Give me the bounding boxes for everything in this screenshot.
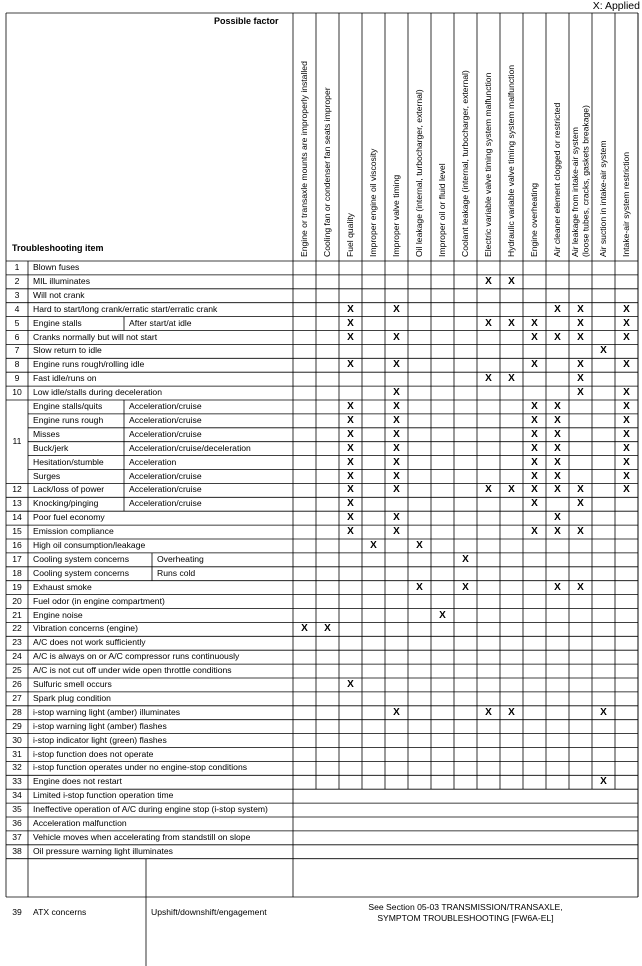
row-number: 39 xyxy=(12,906,22,917)
row-item-label: High oil consumption/leakage xyxy=(33,540,146,550)
row-number: 8 xyxy=(14,359,20,370)
applied-mark: X xyxy=(554,581,561,593)
applied-mark: X xyxy=(531,470,538,482)
row-item-label: Buck/jerk xyxy=(33,442,69,453)
row-item-label: i-stop indicator light (green) flashes xyxy=(33,734,167,745)
factor-header-15 xyxy=(621,17,632,257)
applied-mark: X xyxy=(508,373,515,385)
applied-mark: X xyxy=(347,414,354,426)
applied-mark: X xyxy=(347,442,354,454)
applied-mark: X xyxy=(508,484,515,496)
applied-mark: X xyxy=(554,414,561,426)
row-item-label: Cooling system concerns xyxy=(33,553,130,564)
applied-mark: X xyxy=(393,387,400,399)
applied-mark: X xyxy=(554,401,561,412)
row-item-label: Ineffective operation of A/C during engine stop (i-stop system) xyxy=(33,804,268,815)
applied-mark: X xyxy=(508,275,515,287)
applied-mark: X xyxy=(577,331,584,343)
row-number: 17 xyxy=(12,553,22,564)
row-number: 3 xyxy=(14,289,20,300)
applied-mark: X xyxy=(554,512,561,524)
row-item-label: Will not crank xyxy=(33,289,85,300)
applied-mark: X xyxy=(623,484,630,496)
row-condition-label: Acceleration/cruise xyxy=(129,428,202,439)
row-number: 34 xyxy=(12,790,22,801)
row-item-label: Blown fuses xyxy=(33,262,80,272)
applied-mark: X xyxy=(393,456,400,468)
row-condition-label: After start/at idle xyxy=(129,317,192,328)
applied-mark: X xyxy=(531,401,538,412)
applied-mark: X xyxy=(531,428,538,440)
row-condition-label: Upshift/downshift/engagement xyxy=(151,906,267,917)
applied-mark: X xyxy=(577,359,584,371)
applied-mark: X xyxy=(347,526,354,538)
row-item-label: Fuel odor (in engine compartment) xyxy=(33,595,165,606)
applied-mark: X xyxy=(623,303,630,315)
factor-header-7 xyxy=(437,17,448,257)
applied-mark: X xyxy=(623,442,630,454)
applied-mark: X xyxy=(347,512,354,524)
applied-mark: X xyxy=(347,317,354,329)
note-line: See Section 05-03 TRANSMISSION/TRANSAXLE, xyxy=(368,901,563,912)
note-line: SYMPTOM TROUBLESHOOTING [FW6A-EL] xyxy=(377,912,554,923)
row-item-label: Emission compliance xyxy=(33,526,114,537)
applied-mark: X xyxy=(531,331,538,343)
row-number: 29 xyxy=(12,720,22,731)
factor-header-2 xyxy=(322,17,333,257)
applied-mark: X xyxy=(485,706,492,718)
applied-mark: X xyxy=(577,526,584,538)
applied-mark: X xyxy=(393,470,400,482)
applied-mark: X xyxy=(393,442,400,454)
row-item-label: Acceleration malfunction xyxy=(33,818,127,828)
factor-header-line: Hydraulic variable valve timing system malfunction xyxy=(506,65,517,257)
factor-header-9 xyxy=(483,17,494,257)
applied-mark: X xyxy=(554,331,561,343)
applied-mark: X xyxy=(531,526,538,538)
applied-mark: X xyxy=(347,498,354,510)
factor-header-1 xyxy=(299,17,310,257)
row-number: 10 xyxy=(12,387,22,398)
row-item-label: Oil pressure warning light illuminates xyxy=(33,845,173,856)
row-item-label: Surges xyxy=(33,470,61,481)
row-number: 38 xyxy=(12,845,22,856)
applied-mark: X xyxy=(347,359,354,371)
factor-header-line: (loose tubes, cracks, gaskets breakage) xyxy=(580,105,591,257)
row-39-see-section-note xyxy=(293,902,638,924)
row-number: 5 xyxy=(14,317,20,328)
applied-mark: X xyxy=(393,331,400,343)
applied-mark: X xyxy=(416,540,423,551)
row-item-label: Engine stalls/quits xyxy=(33,401,103,411)
applied-mark: X xyxy=(393,359,400,371)
applied-mark: X xyxy=(531,414,538,426)
row-number: 11 xyxy=(12,436,22,446)
factor-header-line: Engine or transaxle mounts are improperly installed xyxy=(299,61,310,257)
row-number: 30 xyxy=(12,734,22,745)
applied-mark: X xyxy=(577,373,584,385)
row-number: 22 xyxy=(12,623,22,634)
troubleshooting-table xyxy=(6,13,638,923)
row-number: 9 xyxy=(14,373,20,384)
applied-mark: X xyxy=(324,623,331,635)
row-number: 2 xyxy=(14,275,20,286)
applied-mark: X xyxy=(554,526,561,538)
row-condition-label: Acceleration/cruise xyxy=(129,498,202,509)
row-number: 33 xyxy=(12,776,22,787)
applied-mark: X xyxy=(623,387,630,399)
row-item-label: Slow return to idle xyxy=(33,345,102,356)
row-number: 13 xyxy=(12,498,22,509)
row-item-label: Knocking/pinging xyxy=(33,498,99,509)
row-item-label: Vehicle moves when accelerating from standstill on slope xyxy=(33,831,251,842)
applied-mark: X xyxy=(347,303,354,315)
row-item-label: Engine runs rough xyxy=(33,414,104,425)
row-number: 25 xyxy=(12,665,22,676)
applied-mark: X xyxy=(393,414,400,426)
applied-mark: X xyxy=(600,345,607,357)
applied-mark: X xyxy=(623,401,630,412)
factor-header-4 xyxy=(368,17,379,257)
applied-mark: X xyxy=(577,498,584,510)
applied-mark: X xyxy=(416,581,423,593)
row-item-label: Engine does not restart xyxy=(33,776,122,787)
applied-mark: X xyxy=(462,553,469,565)
factor-header-10 xyxy=(506,17,517,257)
row-item-label: i-stop warning light (amber) flashes xyxy=(33,720,167,731)
row-item-label: A/C does not work sufficiently xyxy=(33,637,146,648)
row-item-label: Engine runs rough/rolling idle xyxy=(33,359,145,370)
factor-header-line: Fuel quality xyxy=(345,213,356,257)
applied-mark: X xyxy=(623,331,630,343)
applied-mark: X xyxy=(623,414,630,426)
applied-mark: X xyxy=(347,401,354,412)
factor-header-6 xyxy=(414,17,425,257)
row-number: 4 xyxy=(14,303,20,314)
applied-mark: X xyxy=(393,428,400,440)
row-item-label: Hesitation/stumble xyxy=(33,456,104,467)
applied-mark: X xyxy=(370,540,377,551)
row-item-label: Hard to start/long crank/erratic start/erratic crank xyxy=(33,303,218,314)
applied-mark: X xyxy=(393,401,400,412)
applied-mark: X xyxy=(301,623,308,635)
row-item-label: Engine noise xyxy=(33,609,83,620)
factor-header-line: Engine overheating xyxy=(529,182,540,257)
row-item-label: Spark plug condition xyxy=(33,692,111,703)
row-number: 21 xyxy=(12,609,22,620)
row-number: 7 xyxy=(14,345,20,356)
applied-mark: X xyxy=(393,512,400,524)
row-number: 32 xyxy=(12,762,22,773)
row-item-label: MIL illuminates xyxy=(33,275,90,286)
row-condition-label: Acceleration/cruise xyxy=(129,414,202,425)
row-item-label: Low idle/stalls during deceleration xyxy=(33,387,162,398)
row-condition-label: Acceleration xyxy=(129,456,177,467)
row-number: 26 xyxy=(12,679,22,689)
factor-header-14 xyxy=(598,17,609,257)
row-item-label: i-stop function does not operate xyxy=(33,748,154,759)
row-condition-label: Acceleration/cruise xyxy=(129,470,202,481)
row-item-label: A/C is always on or A/C compressor runs continuously xyxy=(33,651,240,662)
applied-mark: X xyxy=(600,776,607,788)
applied-mark: X xyxy=(554,428,561,440)
row-item-label: Cranks normally but will not start xyxy=(33,331,158,342)
factor-header-12 xyxy=(552,17,563,257)
row-number: 20 xyxy=(12,595,22,606)
row-number: 19 xyxy=(12,581,22,592)
row-item-label: Exhaust smoke xyxy=(33,581,92,592)
applied-mark: X xyxy=(485,317,492,329)
applied-mark: X xyxy=(347,679,354,690)
applied-mark: X xyxy=(554,484,561,496)
applied-mark: X xyxy=(485,484,492,496)
row-number: 23 xyxy=(12,637,22,648)
applied-mark: X xyxy=(531,442,538,454)
applied-mark: X xyxy=(531,456,538,468)
applied-mark: X xyxy=(623,470,630,482)
factor-header-3 xyxy=(345,17,356,257)
row-number: 24 xyxy=(12,651,22,662)
row-number: 14 xyxy=(12,512,22,523)
row-condition-label: Acceleration/cruise xyxy=(129,401,202,411)
row-number: 37 xyxy=(12,831,22,842)
row-item-label: Fast idle/runs on xyxy=(33,373,97,384)
applied-mark: X xyxy=(347,428,354,440)
applied-mark: X xyxy=(439,609,446,621)
row-number: 28 xyxy=(12,706,22,717)
row-item-label: A/C is not cut off under wide open throttle conditions xyxy=(33,665,232,676)
applied-mark: X xyxy=(554,470,561,482)
factor-header-5 xyxy=(391,17,402,257)
legend-applied: X: Applied xyxy=(592,0,640,12)
factor-header-line: Improper oil or fluid level xyxy=(437,163,448,257)
applied-mark: X xyxy=(600,706,607,718)
applied-mark: X xyxy=(531,498,538,510)
row-condition-label: Acceleration/cruise/deceleration xyxy=(129,442,251,453)
applied-mark: X xyxy=(554,456,561,468)
row-item-label: Vibration concerns (engine) xyxy=(33,623,138,634)
applied-mark: X xyxy=(485,275,492,287)
row-number: 18 xyxy=(12,567,22,578)
applied-mark: X xyxy=(531,484,538,496)
factor-header-line: Coolant leakage (internal, turbocharger, external) xyxy=(460,70,471,257)
row-number: 36 xyxy=(12,818,22,828)
row-item-label: Lack/loss of power xyxy=(33,484,105,495)
row-item-label: i-stop warning light (amber) illuminates xyxy=(33,706,181,717)
applied-mark: X xyxy=(347,456,354,468)
row-item-label: Engine stalls xyxy=(33,317,82,328)
applied-mark: X xyxy=(347,484,354,496)
factor-header-line: Oil leakage (internal, turbocharger, external) xyxy=(414,89,425,257)
row-condition-label: Acceleration/cruise xyxy=(129,484,202,495)
applied-mark: X xyxy=(577,303,584,315)
applied-mark: X xyxy=(577,484,584,496)
applied-mark: X xyxy=(623,317,630,329)
applied-mark: X xyxy=(577,581,584,593)
factor-header-line: Cooling fan or condenser fan seats improper xyxy=(322,87,333,257)
row-number: 31 xyxy=(12,748,22,759)
row-number: 6 xyxy=(14,331,20,342)
applied-mark: X xyxy=(393,303,400,315)
applied-mark: X xyxy=(623,456,630,468)
header-possible-factor: Possible factor xyxy=(214,16,279,26)
row-number: 16 xyxy=(12,540,22,550)
row-number: 1 xyxy=(14,262,20,272)
applied-mark: X xyxy=(508,317,515,329)
factor-header-11 xyxy=(529,17,540,257)
applied-mark: X xyxy=(623,428,630,440)
applied-mark: X xyxy=(393,484,400,496)
row-item-label: Cooling system concerns xyxy=(33,567,130,578)
factor-header-line: Improper engine oil viscosity xyxy=(368,148,379,257)
applied-mark: X xyxy=(347,331,354,343)
row-condition-label: Runs cold xyxy=(157,567,196,578)
applied-mark: X xyxy=(577,317,584,329)
factor-header-line: Intake-air system restriction xyxy=(621,151,632,257)
applied-mark: X xyxy=(531,317,538,329)
applied-mark: X xyxy=(554,303,561,315)
row-number: 35 xyxy=(12,804,22,815)
row-item-label: Misses xyxy=(33,428,60,439)
factor-header-line: Improper valve timing xyxy=(391,174,402,257)
applied-mark: X xyxy=(393,526,400,538)
factor-header-line: Electric variable valve timing system malfunction xyxy=(483,72,494,257)
row-number: 15 xyxy=(12,526,22,537)
applied-mark: X xyxy=(393,706,400,718)
row-item-label: ATX concerns xyxy=(33,906,87,917)
row-number: 27 xyxy=(12,692,22,703)
header-troubleshooting-item: Troubleshooting item xyxy=(12,243,104,253)
row-item-label: i-stop function operates under no engine-stop conditions xyxy=(33,762,248,773)
row-number: 12 xyxy=(12,484,22,495)
applied-mark: X xyxy=(577,387,584,399)
factor-header-8 xyxy=(460,17,471,257)
factor-header-line: Air leakage from intake-air system xyxy=(570,127,580,257)
row-item-label: Limited i-stop function operation time xyxy=(33,790,174,801)
row-item-label: Poor fuel economy xyxy=(33,512,105,523)
factor-header-line: Air cleaner element clogged or restricted xyxy=(552,102,563,257)
applied-mark: X xyxy=(347,470,354,482)
applied-mark: X xyxy=(485,373,492,385)
factor-header-line: Air suction in intake-air system xyxy=(598,140,609,257)
applied-mark: X xyxy=(508,706,515,718)
row-item-label: Sulfuric smell occurs xyxy=(33,679,112,689)
applied-mark: X xyxy=(462,581,469,593)
factor-header-13 xyxy=(570,17,591,257)
applied-mark: X xyxy=(531,359,538,371)
applied-mark: X xyxy=(554,442,561,454)
applied-mark: X xyxy=(623,359,630,371)
row-condition-label: Overheating xyxy=(157,553,204,564)
